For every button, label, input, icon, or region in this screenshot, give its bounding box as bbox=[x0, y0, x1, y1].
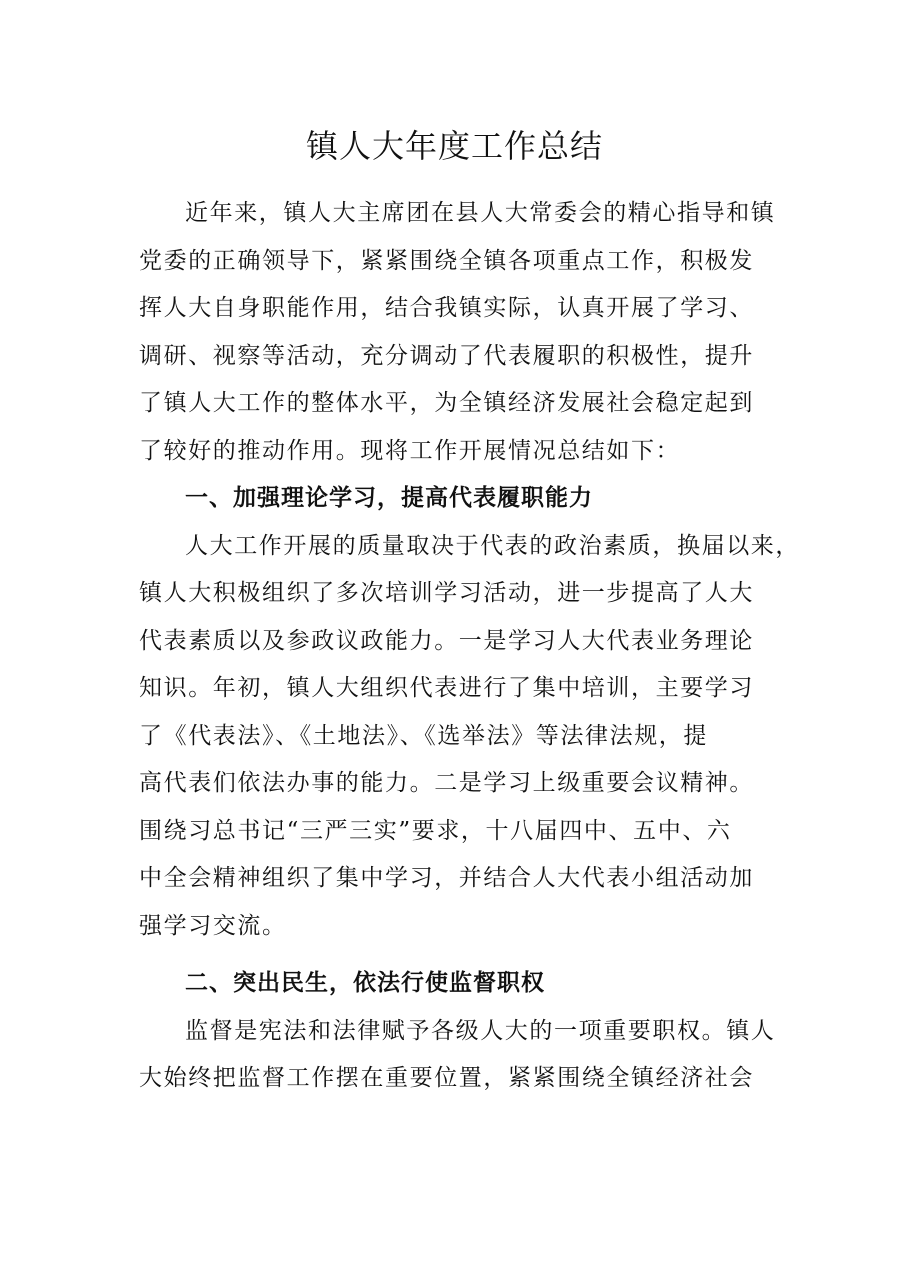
paragraph-line: 挥人大自身职能作用，结合我镇实际，认真开展了学习、 bbox=[139, 295, 754, 321]
paragraph-line: 人大工作开展的质量取决于代表的政治素质，换届以来， bbox=[185, 532, 800, 559]
paragraph-line: 近年来，镇人大主席团在县人大常委会的精心指导和镇 bbox=[185, 200, 776, 226]
section-heading: 二、突出民生，依法行使监督职权 bbox=[185, 970, 545, 996]
paragraph-line: 高代表们依法办事的能力。二是学习上级重要会议精神。 bbox=[139, 770, 754, 796]
section-gap bbox=[139, 950, 775, 960]
paragraph-line: 了《代表法》、《土地法》、《选举法》等法律法规，提 bbox=[139, 722, 708, 749]
paragraph-line: 代表素质以及参政议政能力。一是学习人大代表业务理论 bbox=[139, 627, 754, 654]
paragraph-line: 大始终把监督工作摆在重要位置，紧紧围绕全镇经济社会 bbox=[139, 1065, 754, 1091]
paragraph-line: 知识。年初，镇人大组织代表进行了集中培训，主要学习 bbox=[139, 675, 754, 701]
paragraph-line: 了镇人大工作的整体水平，为全镇经济发展社会稳定起到 bbox=[139, 390, 754, 416]
paragraph-line: 镇人大积极组织了多次培训学习活动，进一步提高了人大 bbox=[139, 580, 754, 606]
document-title: 镇人大年度工作总结 bbox=[305, 127, 603, 165]
paragraph-line: 了较好的推动作用。现将工作开展情况总结如下： bbox=[139, 437, 681, 464]
paragraph-line: 围绕习总书记“三严三实”要求，十八届四中、五中、六 bbox=[139, 817, 732, 844]
document-body bbox=[139, 190, 800, 1103]
paragraph-line: 党委的正确领导下，紧紧围绕全镇各项重点工作，积极发 bbox=[139, 247, 754, 274]
paragraph-line: 中全会精神组织了集中学习，并结合人大代表小组活动加 bbox=[139, 865, 754, 891]
paragraph-line: 调研、视察等活动，充分调动了代表履职的积极性，提升 bbox=[139, 342, 754, 369]
paragraph-line: 监督是宪法和法律赋予各级人大的一项重要职权。镇人 bbox=[185, 1017, 776, 1044]
paragraph-line: 强学习交流。 bbox=[139, 912, 287, 939]
section-heading: 一、加强理论学习，提高代表履职能力 bbox=[185, 485, 593, 511]
